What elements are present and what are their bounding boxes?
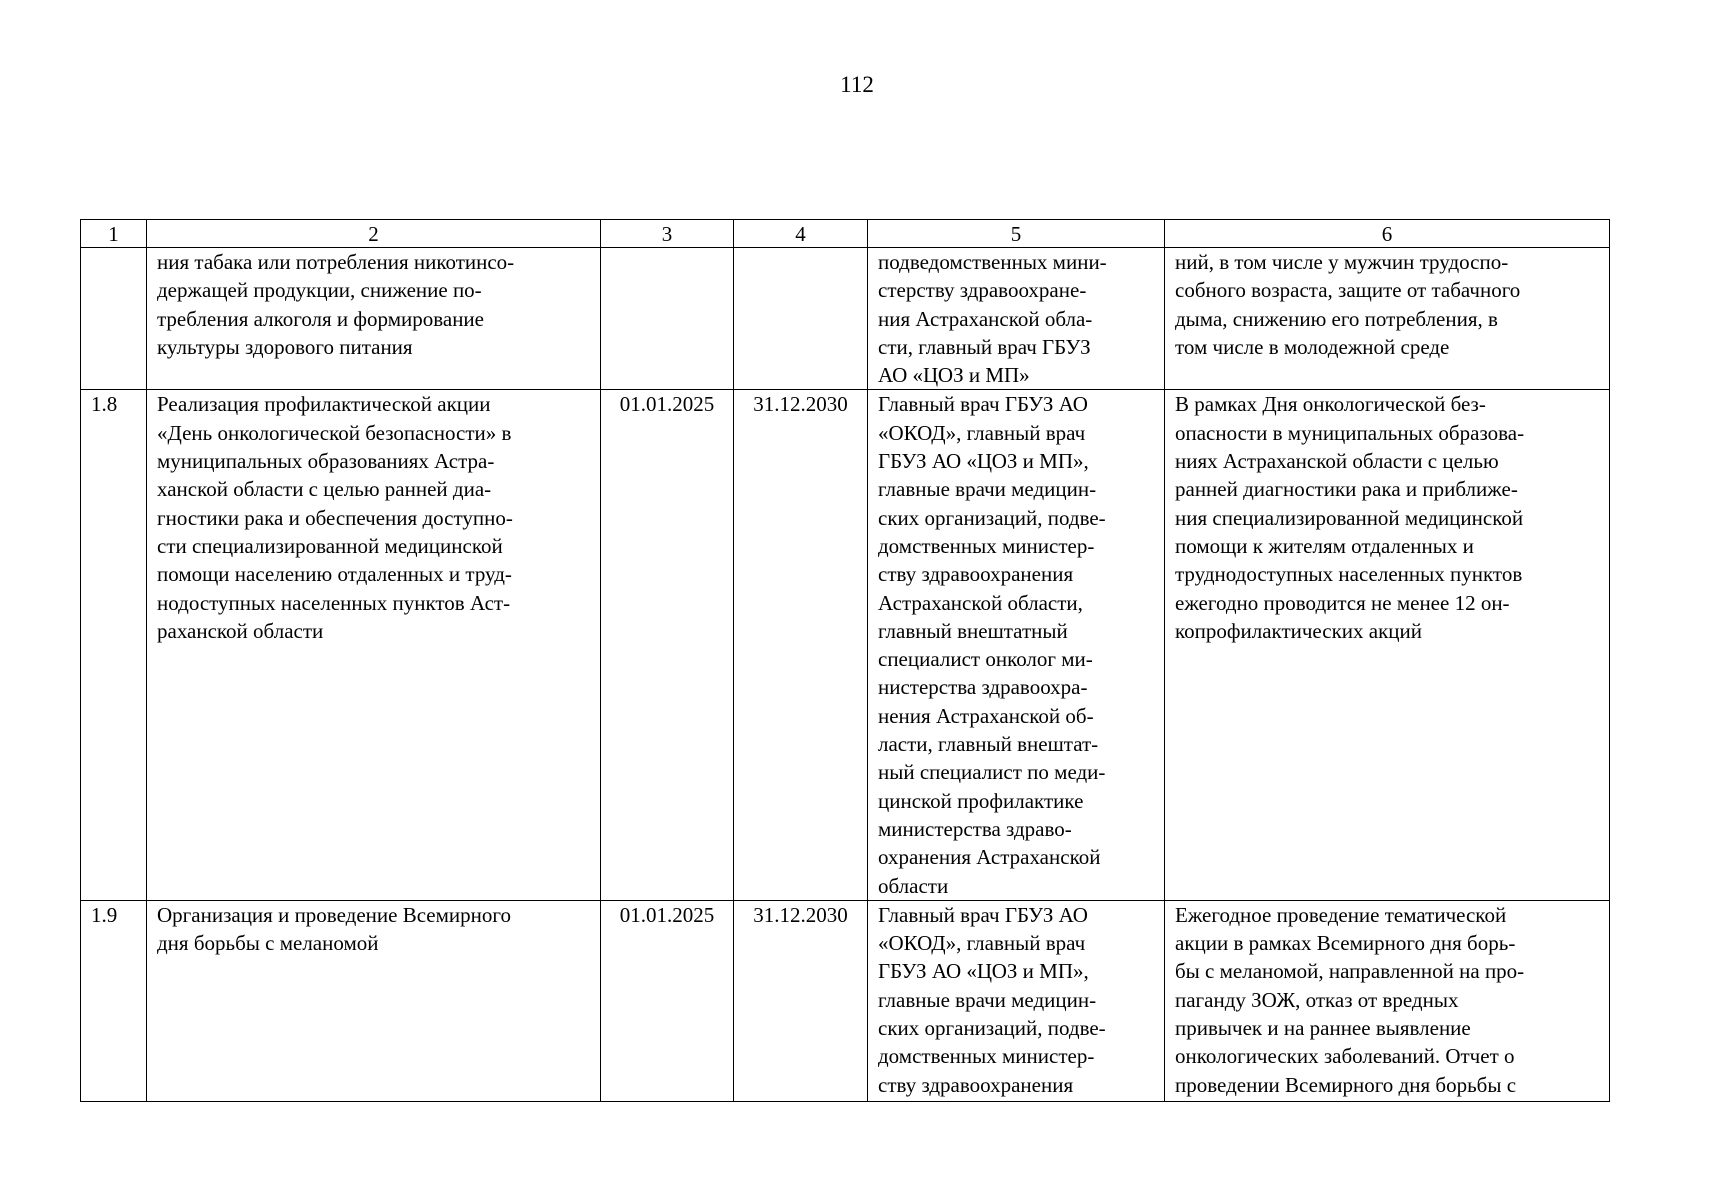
- measure-cell: Реализация профилактической акции «День онкологической безопасности» в муниципальных образованиях Астра- ханской области с целью ранней диа- гностики рака и обеспечения доступно- сти специализированной медицинской помощи населению отдаленных и труд- нодоступных населенных пунктов Аст- раханской области: [147, 390, 601, 900]
- start-date-cell: 01.01.2025: [601, 390, 734, 900]
- end-date-cell: [734, 248, 868, 390]
- start-date-cell: [601, 248, 734, 390]
- responsible-cell: подведомственных мини- стерству здравоохране- ния Астраханской обла- сти, главный врач ГБУЗ АО «ЦОЗ и МП»: [868, 248, 1165, 390]
- responsible-cell: Главный врач ГБУЗ АО «ОКОД», главный врач ГБУЗ АО «ЦОЗ и МП», главные врачи медицин- ских организаций, подве- домственных министер- ству здравоохранения Астраханской области, главный внештатный специалист онколог ми- нистерства здравоохра- нения Астраханской об- ласти, главный внештат- ный специалист по меди- цинской профилактике министерства здраво- охранения Астраханской области: [868, 390, 1165, 900]
- row-number: 1.9: [81, 900, 147, 1101]
- header-cell-5: 5: [868, 220, 1165, 248]
- header-cell-4: 4: [734, 220, 868, 248]
- start-date-cell: 01.01.2025: [601, 900, 734, 1101]
- header-cell-1: 1: [81, 220, 147, 248]
- result-cell: Ежегодное проведение тематической акции в рамках Всемирного дня борь- бы с меланомой, направленной на про- паганду ЗОЖ, отказ от вредных привычек и на раннее выявление онкологических заболеваний. Отчет о проведении Всемирного дня борьбы с: [1165, 900, 1610, 1101]
- responsible-cell: Главный врач ГБУЗ АО «ОКОД», главный врач ГБУЗ АО «ЦОЗ и МП», главные врачи медицин- ских организаций, подве- домственных министер- ству здравоохранения: [868, 900, 1165, 1101]
- table-row: [81, 900, 1610, 1101]
- measure-cell: Организация и проведение Всемирного дня борьбы с меланомой: [147, 900, 601, 1101]
- end-date-cell: 31.12.2030: [734, 900, 868, 1101]
- page-number: 112: [840, 72, 874, 97]
- measures-table: [80, 219, 1610, 1102]
- measure-cell: ния табака или потребления никотинсо- держащей продукции, снижение по- требления алкоголя и формирование культуры здорового питания: [147, 248, 601, 390]
- header-cell-3: 3: [601, 220, 734, 248]
- row-number: 1.8: [81, 390, 147, 900]
- table-row: [81, 248, 1610, 390]
- row-number: [81, 248, 147, 390]
- table-header-row: [81, 220, 1610, 248]
- end-date-cell: 31.12.2030: [734, 390, 868, 900]
- header-cell-6: 6: [1165, 220, 1610, 248]
- header-cell-2: 2: [147, 220, 601, 248]
- table-row: [81, 390, 1610, 900]
- result-cell: В рамках Дня онкологической без- опасности в муниципальных образова- ниях Астраханской области с целью ранней диагностики рака и приближе- ния специализированной медицинской помощи к жителям отдаленных и труднодоступных населенных пунктов ежегодно проводится не менее 12 он- копрофилактических акций: [1165, 390, 1610, 900]
- result-cell: ний, в том числе у мужчин трудоспо- собного возраста, защите от табачного дыма, снижению его потребления, в том числе в молодежной среде: [1165, 248, 1610, 390]
